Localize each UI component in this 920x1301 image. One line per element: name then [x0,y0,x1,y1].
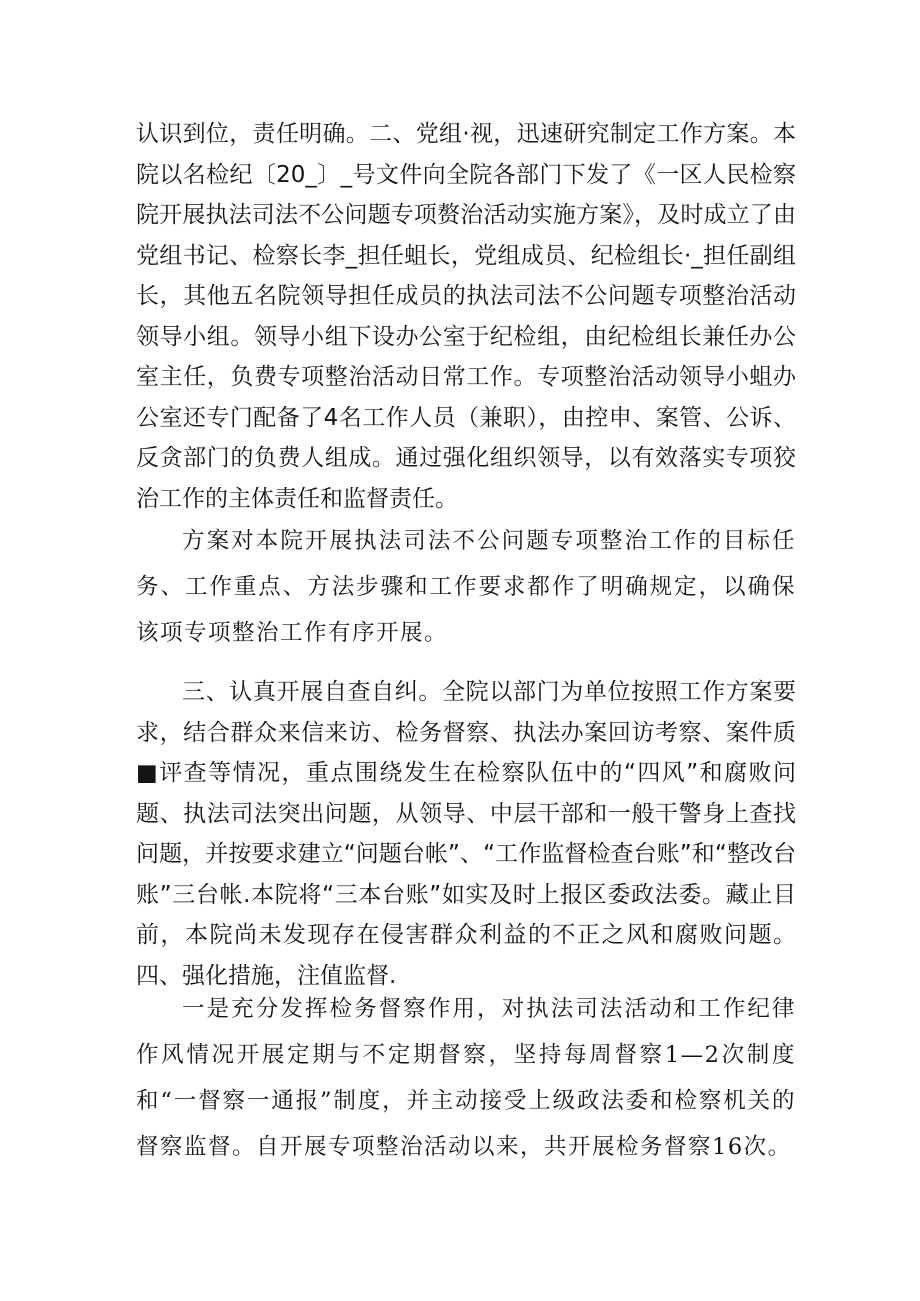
paragraph-plan: 方案对本院开展执法司法不公问题专项整治工作的目标任务、工作重点、方法步骤和工作要求都作了明确规定，以确保该项专项整治工作有序开展。 [136,528,796,646]
paragraph-self-inspection: 三、认真开展自查自纠。全院以部门为单位按照工作方案要求，结合群众来信来访、检务督察、执法办案回访考察、案件质■评查等情况，重点围绕发生在检察队伍中的“四风”和腐败问题、执法司法突出问题，从领导、中层干部和一般干警身上查找问题，并按要求建立“问题台帐”、“工作监督检查台账”和“整改台账”三台帐.本院将“三本台账”如实及时上报区委政法委。藏止目前，本院尚未发现存在侵害群众利益的不正之风和腐败问题。四、强化措施，注值监督. [136,679,796,989]
paragraph-supervision: 一是充分发挥检务督察作用，对执法司法活动和工作纪律作风情况开展定期与不定期督察，坚持每周督察1—2次制度和“一督察一通报”制度，并主动接受上级政法委和检察机关的督察监督。自开展专项整治活动以来，共开展检务督察16次。 [136,996,796,1160]
paragraph-organization: 认识到位，责任明确。二、党组·视，迅速研究制定工作方案。本院以名检纪〔20_〕_号文件向全院各部门下发了《一区人民检察院开展执法司法不公问题专项赘治活动实施方案》，及时成立了由党组书记、检察长李_担任蛆长，党组成员、纪检组长·_担任副组长，其他五名院领导担任成员的执法司法不公问题专项整治活动领导小组。领导小组下设办公室于纪检组，由纪检组长兼任办公室主任，负费专项整治活动日常工作。专项整治活动领导小蛆办公室还专门配备了4名工作人员（兼职），由控申、案管、公诉、反贪部门的负费人组成。通过强化组织领导，以有效落实专项狡治工作的主体责任和监督责任。 [136,121,796,512]
